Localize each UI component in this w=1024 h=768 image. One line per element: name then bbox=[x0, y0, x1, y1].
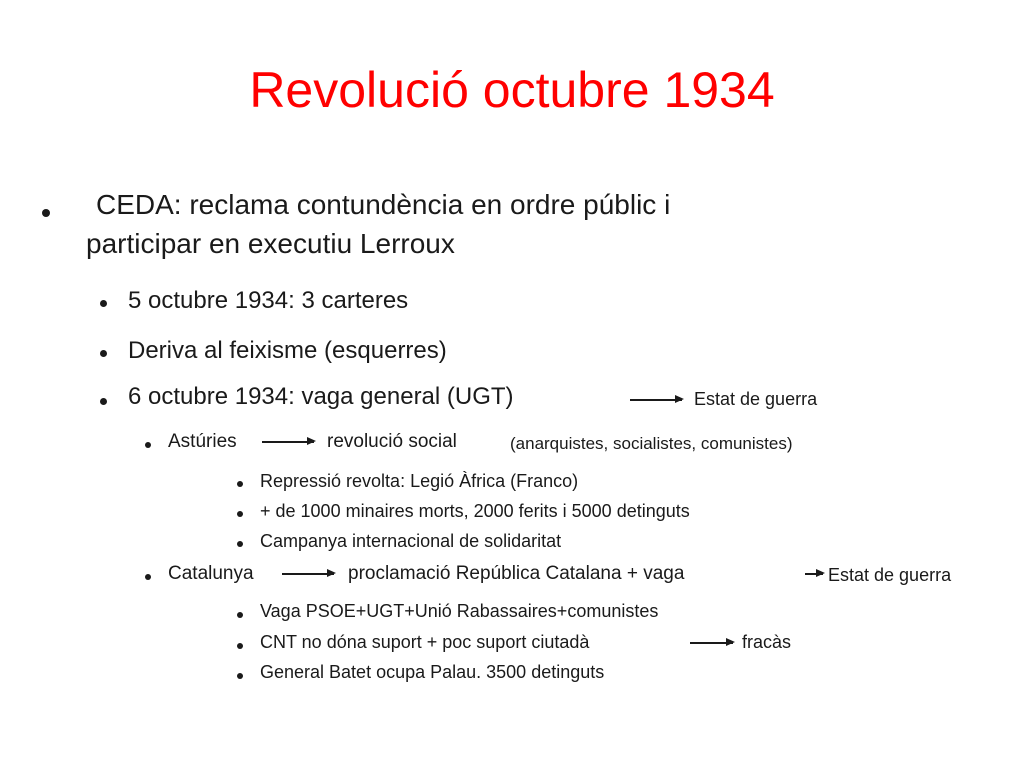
vaga-result: Estat de guerra bbox=[694, 389, 818, 409]
vaga-item: 6 octubre 1934: vaga general (UGT) bbox=[128, 383, 514, 410]
cartera-item: 5 octubre 1934: 3 carteres bbox=[128, 287, 409, 314]
asturies-item-3: Campanya internacional de solidaritat bbox=[260, 531, 562, 551]
arrow-icon bbox=[630, 399, 682, 401]
bullet-dot bbox=[237, 481, 243, 487]
bullet-dot bbox=[42, 209, 50, 217]
asturies-result: revolució social bbox=[327, 431, 457, 452]
bullet-dot bbox=[237, 643, 243, 649]
bullet-dot bbox=[145, 574, 151, 580]
bullet-dot bbox=[100, 350, 107, 357]
arrow-icon bbox=[282, 573, 334, 575]
ceda-line-1: CEDA: reclama contundència en ordre públic i bbox=[96, 189, 671, 220]
catalunya-item-1: Vaga PSOE+UGT+Unió Rabassaires+comunistes bbox=[260, 601, 659, 621]
bullet-dot bbox=[100, 398, 107, 405]
bullet-dot bbox=[100, 300, 107, 307]
bullet-dot bbox=[237, 673, 243, 679]
catalunya-item-2: CNT no dóna suport + poc suport ciutadà bbox=[260, 632, 590, 652]
cnt-result: fracàs bbox=[742, 632, 792, 652]
arrow-icon bbox=[262, 441, 314, 443]
bullet-dot bbox=[237, 612, 243, 618]
deriva-item: Deriva al feixisme (esquerres) bbox=[128, 337, 447, 364]
asturies-item-2: + de 1000 minaires morts, 2000 ferits i 5000 detinguts bbox=[260, 501, 690, 521]
asturies-item-1: Repressió revolta: Legió Àfrica (Franco) bbox=[260, 471, 579, 491]
bullet-dot bbox=[237, 541, 243, 547]
bullet-dot bbox=[237, 511, 243, 517]
asturies-detail: (anarquistes, socialistes, comunistes) bbox=[510, 434, 793, 453]
slide-title: Revolució octubre 1934 bbox=[249, 62, 775, 118]
ceda-line-2: participar en executiu Lerroux bbox=[86, 228, 455, 259]
bullet-dot bbox=[145, 442, 151, 448]
asturies-label: Astúries bbox=[168, 431, 237, 452]
arrow-icon bbox=[805, 573, 823, 575]
arrow-icon bbox=[690, 642, 733, 644]
catalunya-result: proclamació República Catalana + vaga bbox=[348, 563, 685, 584]
catalunya-label: Catalunya bbox=[168, 563, 254, 584]
catalunya-result-2: Estat de guerra bbox=[828, 565, 952, 585]
catalunya-item-3: General Batet ocupa Palau. 3500 detinguts bbox=[260, 662, 605, 682]
